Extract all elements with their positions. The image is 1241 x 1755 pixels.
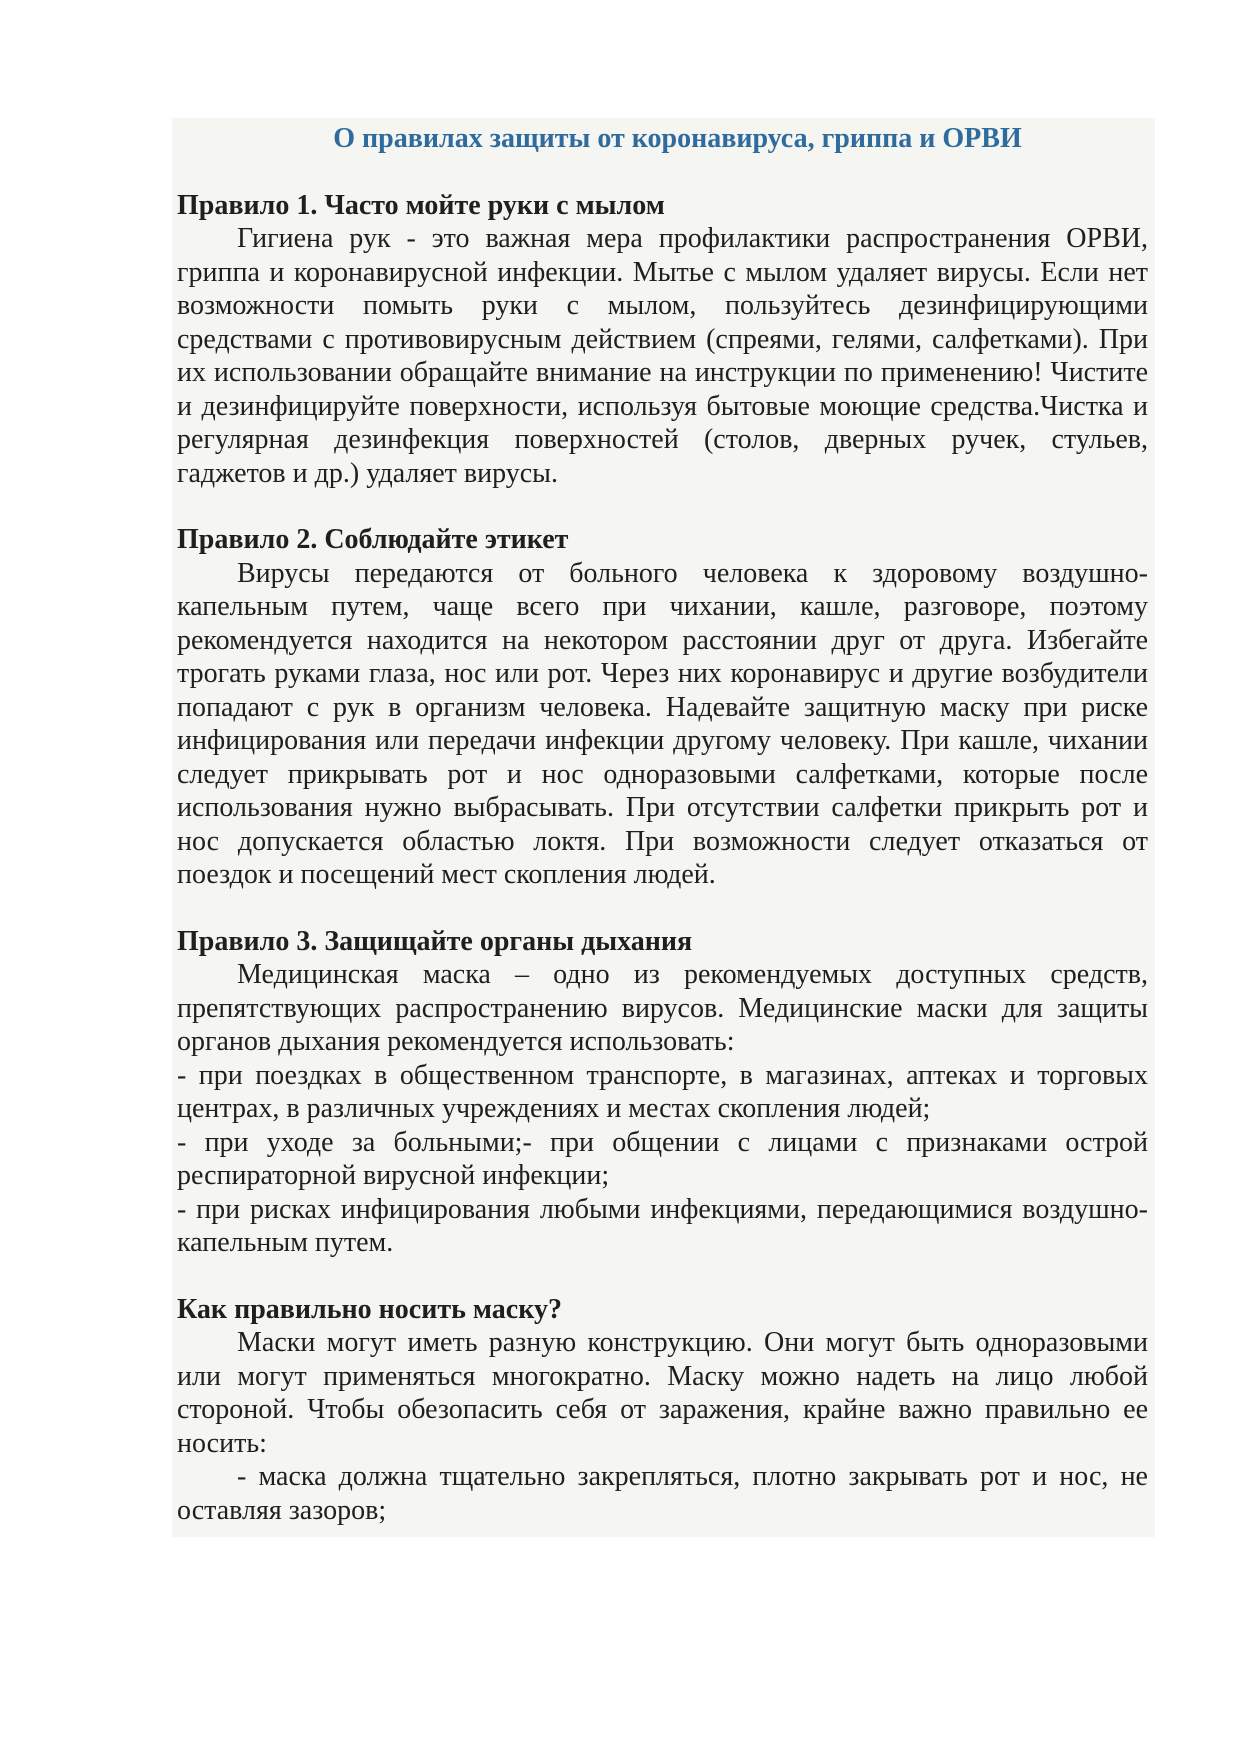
section-heading: Правило 1. Часто мойте руки с мылом <box>177 189 665 221</box>
section-heading: Правило 2. Соблюдайте этикет <box>177 524 569 555</box>
document-title: О правилах защиты от коронавируса, гриппа и ОРВИ <box>333 123 1022 154</box>
section-rule-2 <box>177 523 1148 892</box>
section-rule-1 <box>177 189 1148 491</box>
section-how-to-wear-mask <box>177 1293 1148 1528</box>
bullet-line: - при рисках инфицирования любыми инфекциями, передающимися воздушно-капельным путем. <box>177 1193 1148 1258</box>
section-rule-3 <box>177 925 1148 1260</box>
paragraph: Вирусы передаются от больного человека к здоровому воздушно-капельным путем, чаще всего при чихании, кашле, разговоре, поэтому рекомендуется находится на некотором расстоянии друг от друга. Избегайте трогать руками глаза, нос или рот. Через них коронавирус и другие возбудители попадают с рук в организм человека. Надевайте защитную маску при риске инфицирования или передачи инфекции другому человеку. При кашле, чихании следует прикрывать рот и нос одноразовыми салфетками, которые после использования нужно выбрасывать. При отсутствии салфетки прикрыть рот и нос допускается областью локтя. При возможности следует отказаться от поездок и посещений мест скопления людей. <box>177 557 1148 890</box>
paragraph: Гигиена рук - это важная мера профилактики распространения ОРВИ, гриппа и коронавирусной инфекции. Мытье с мылом удаляет вирусы. Если нет возможности помыть руки с мылом, пользуйтесь дезинфицирующими средствами с противовирусным действием (спреями, гелями, салфетками). При их использовании обращайте внимание на инструкции по применению! Чистите и дезинфицируйте поверхности, используя бытовые моющие средства.Чистка и регулярная дезинфекция поверхностей (столов, дверных ручек, стульев, гаджетов и др.) удаляет вирусы. <box>177 223 1148 489</box>
section-heading: Как правильно носить маску? <box>177 1293 562 1325</box>
bullet-line: - при поездках в общественном транспорте, в магазинах, аптеках и торговых центрах, в различных учреждениях и местах скопления людей; <box>177 1059 1148 1124</box>
section-heading: Правило 3. Защищайте органы дыхания <box>177 925 693 957</box>
paragraph: Медицинская маска – одно из рекомендуемых доступных средств, препятствующих распространению вирусов. Медицинские маски для защиты органов дыхания рекомендуется использовать: <box>177 959 1148 1057</box>
bullet-line: - при уходе за больными;- при общении с лицами с признаками острой респираторной вирусной инфекции; <box>177 1126 1148 1191</box>
document-content-block <box>172 118 1155 1537</box>
bullet-line: - маска должна тщательно закрепляться, плотно закрывать рот и нос, не оставляя зазоров; <box>177 1461 1148 1526</box>
paragraph: Маски могут иметь разную конструкцию. Они могут быть одноразовыми или могут применяться многократно. Маску можно надеть на лицо любой стороной. Чтобы обезопасить себя от заражения, крайне важно правильно ее носить: <box>177 1327 1148 1459</box>
